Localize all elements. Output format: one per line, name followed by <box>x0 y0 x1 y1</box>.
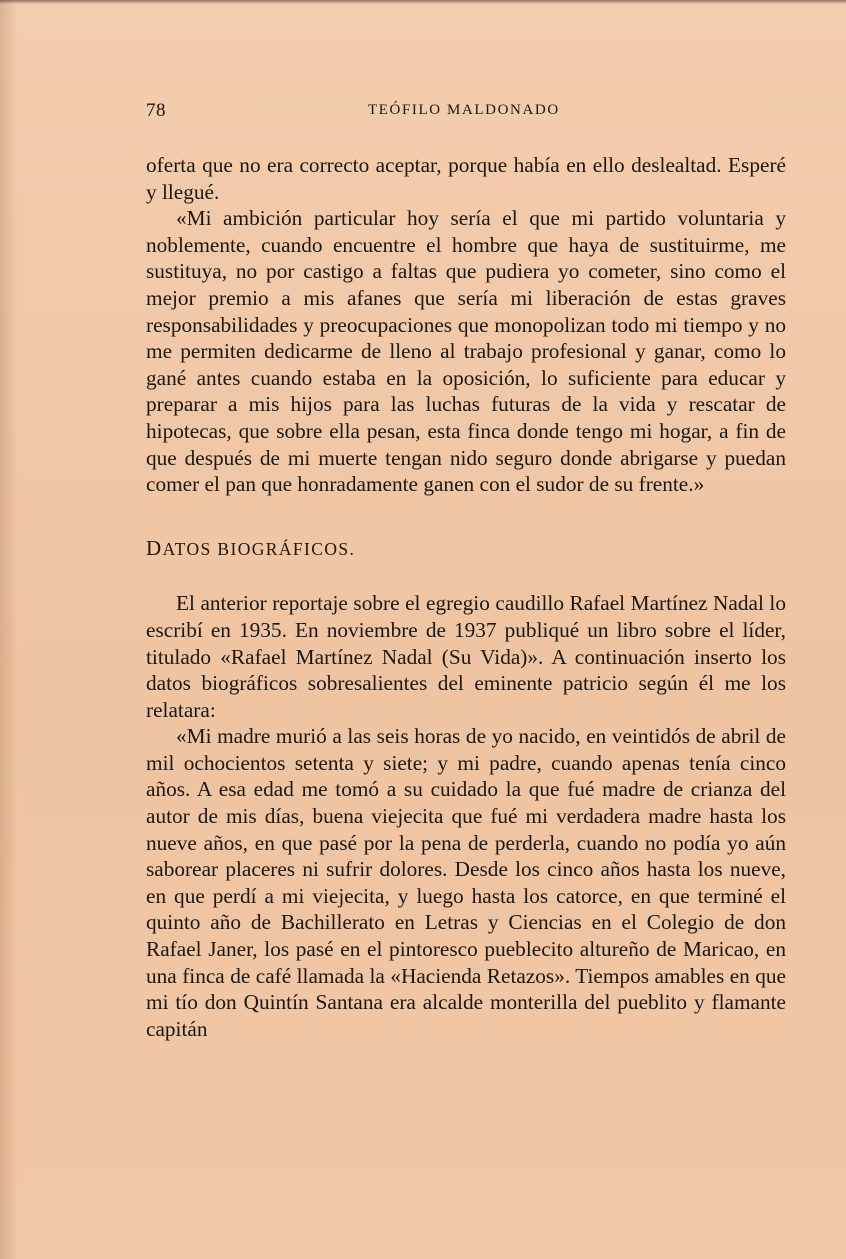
page-number: 78 <box>146 100 166 121</box>
page-gutter-shadow <box>0 0 18 1259</box>
page-top-edge <box>0 0 846 4</box>
running-title: TEÓFILO MALDONADO <box>368 102 560 118</box>
paragraph-continuation: oferta que no era correcto aceptar, porque había en ello deslealtad. Esperé y llegué. <box>146 153 786 204</box>
section-heading-text: ATOS BIOGRÁFICOS. <box>162 538 356 559</box>
section-heading-initial: D <box>146 535 163 560</box>
section-heading <box>146 535 786 563</box>
paragraph-biography: «Mi madre murió a las seis horas de yo nacido, en veintidós de abril de mil ochocientos setenta y siete; y mi padre, cuando apenas tenía cinco años. A esa edad me tomó a su cuidado la que fué madre de crianza del autor de mis días, buena viejecita que fué mi verdadera madre hasta los nueve años, en que pasé por la pena de perderla, cuando no podía yo aún saborear placeres ni sufrir dolores. Desde los cinco años hasta los nueve, en que perdí a mi viejecita, y luego hasta los catorce, en que terminé el quinto año de Bachillerato en Letras y Ciencias en el Colegio de don Rafael Janer, los pasé en el pintoresco pueblecito altureño de Maricao, en una finca de café llamada la «Hacienda Retazos». Tiempos amables en que mi tío don Quintín Santana era alcalde monterilla del pueblito y flamante capitán <box>146 724 786 1041</box>
body-text <box>146 152 786 1042</box>
page-header <box>146 100 786 126</box>
paragraph-intro: El anterior reportaje sobre el egregio caudillo Rafael Martínez Nadal lo escribí en 1935. En noviembre de 1937 publiqué un libro sobre el líder, titulado «Rafael Martínez Nadal (Su Vida)». A continuación inserto los datos biográficos sobresalientes del eminente patricio según él me los relatara: <box>146 591 786 722</box>
paragraph-quote: «Mi ambición particular hoy sería el que mi partido voluntaria y noblemente, cuando encuentre el hombre que haya de sustituirme, me sustituya, no por castigo a faltas que pudiera yo cometer, sino como el mejor premio a mis afanes que sería mi liberación de estas graves responsabilidades y preocupaciones que monopolizan todo mi tiempo y no me permiten dedicarme de lleno al trabajo profesional y ganar, como lo gané antes cuando estaba en la oposición, lo suficiente para educar y preparar a mis hijos para las luchas futuras de la vida y rescatar de hipotecas, que sobre ella pesan, esta finca donde tengo mi hogar, a fin de que después de mi muerte tengan nido seguro donde abrigarse y puedan comer el pan que honradamente ganen con el sudor de su frente.» <box>146 206 786 497</box>
